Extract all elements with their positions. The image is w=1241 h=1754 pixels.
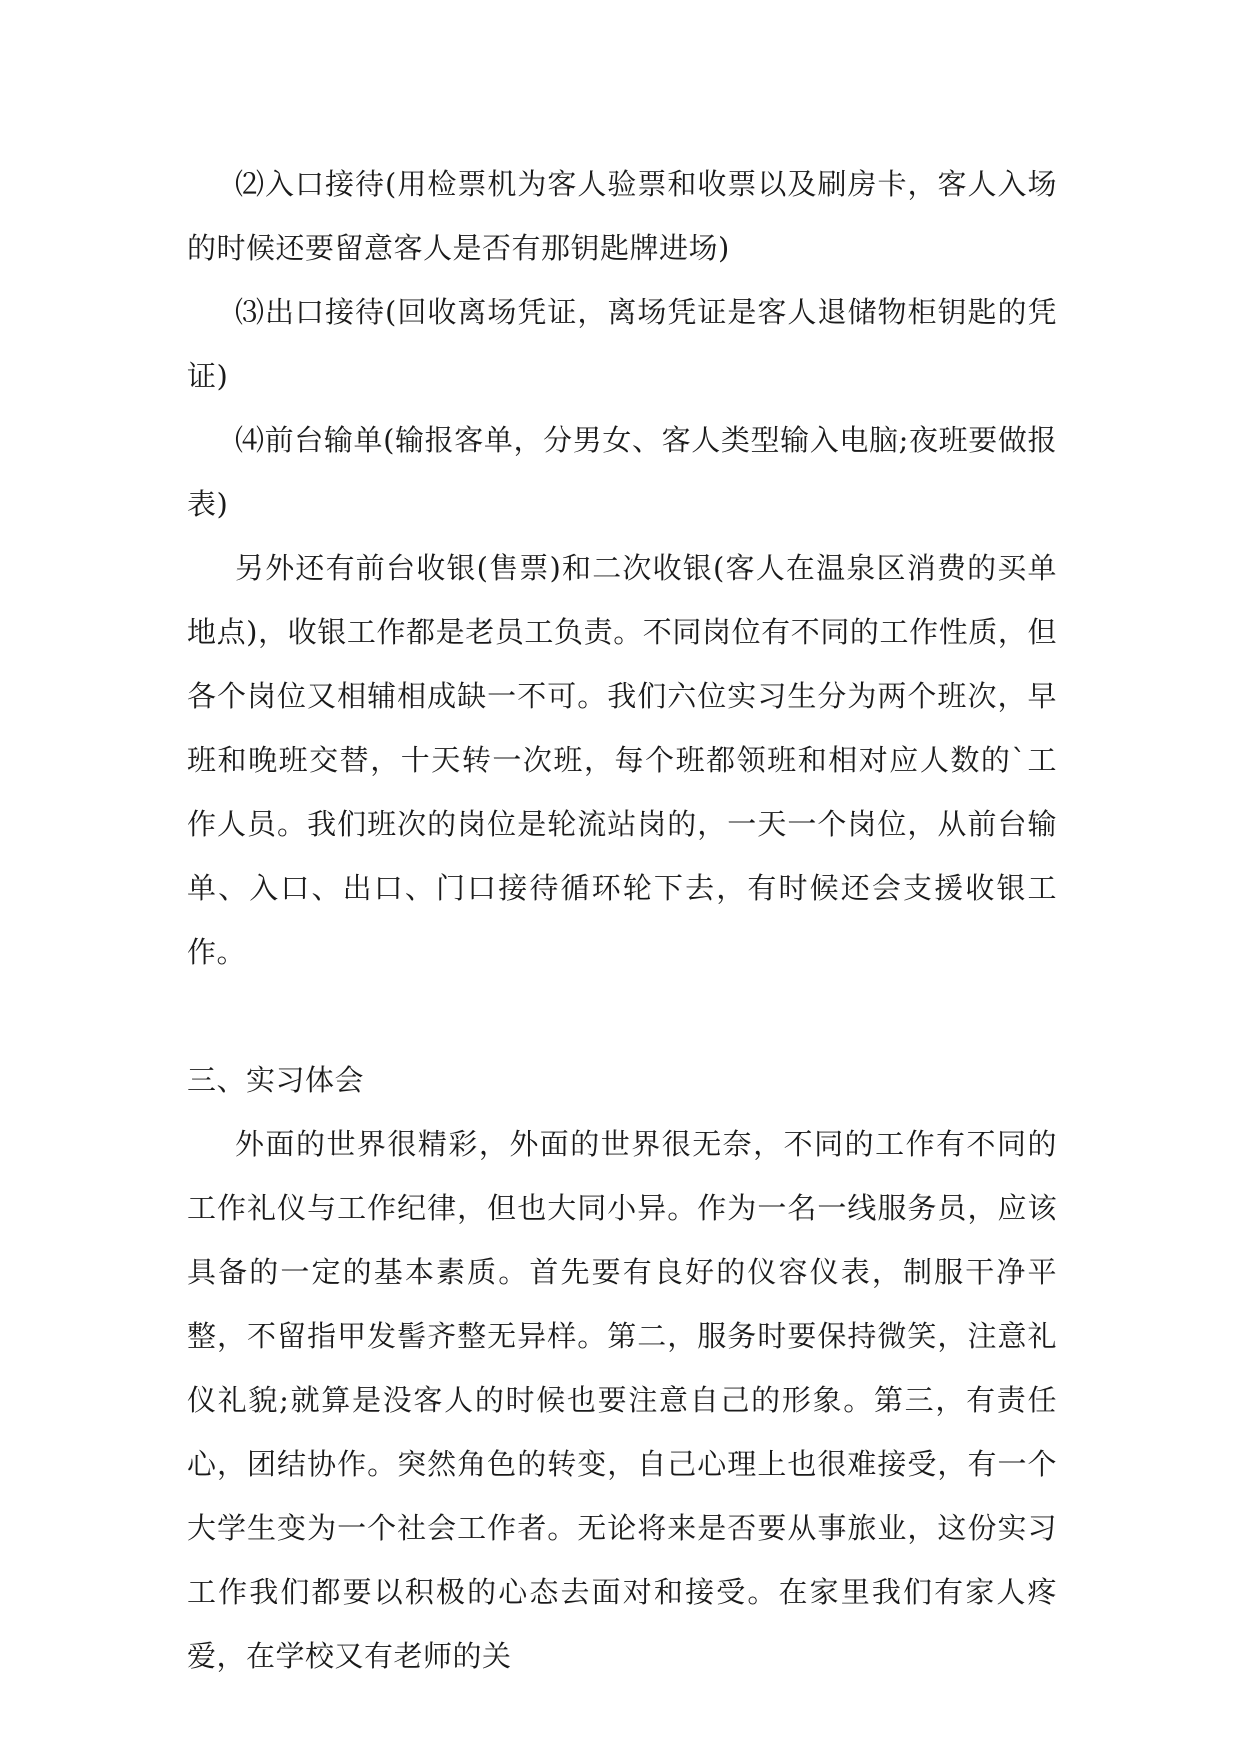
section-heading-internship-experience: 三、实习体会 (187, 1063, 365, 1097)
paragraph-cashier-and-shifts: 另外还有前台收银(售票)和二次收银(客人在温泉区消费的买单地点)，收银工作都是老员工负责。不同岗位有不同的工作性质，但各个岗位又相辅相成缺一不可。我们六位实习生分为两个班次，早班和晚班交替，十天转一次班，每个班都领班和相对应人数的`工作人员。我们班次的岗位是轮流站岗的，一天一个岗位，从前台输单、入口、出口、门口接待循环轮下去，有时候还会支援收银工作。 (187, 551, 1057, 969)
paragraph-front-desk-entry: ⑷前台输单(输报客单，分男女、客人类型输入电脑;夜班要做报表) (187, 423, 1057, 521)
paragraph-internship-reflection: 外面的世界很精彩，外面的世界很无奈，不同的工作有不同的工作礼仪与工作纪律，但也大同小异。作为一名一线服务员，应该具备的一定的基本素质。首先要有良好的仪容仪表，制服干净平整，不留指甲发髻齐整无异样。第二，服务时要保持微笑，注意礼仪礼貌;就算是没客人的时候也要注意自己的形象。第三，有责任心，团结协作。突然角色的转变，自己心理上也很难接受，有一个大学生变为一个社会工作者。无论将来是否要从事旅业，这份实习工作我们都要以积极的心态去面对和接受。在家里我们有家人疼爱，在学校又有老师的关 (187, 1127, 1057, 1673)
document-body (187, 152, 1057, 1688)
paragraph-entrance-reception: ⑵入口接待(用检票机为客人验票和收票以及刷房卡，客人入场的时候还要留意客人是否有那钥匙牌进场) (187, 167, 1057, 265)
paragraph-exit-reception: ⑶出口接待(回收离场凭证，离场凭证是客人退储物柜钥匙的凭证) (187, 295, 1057, 393)
